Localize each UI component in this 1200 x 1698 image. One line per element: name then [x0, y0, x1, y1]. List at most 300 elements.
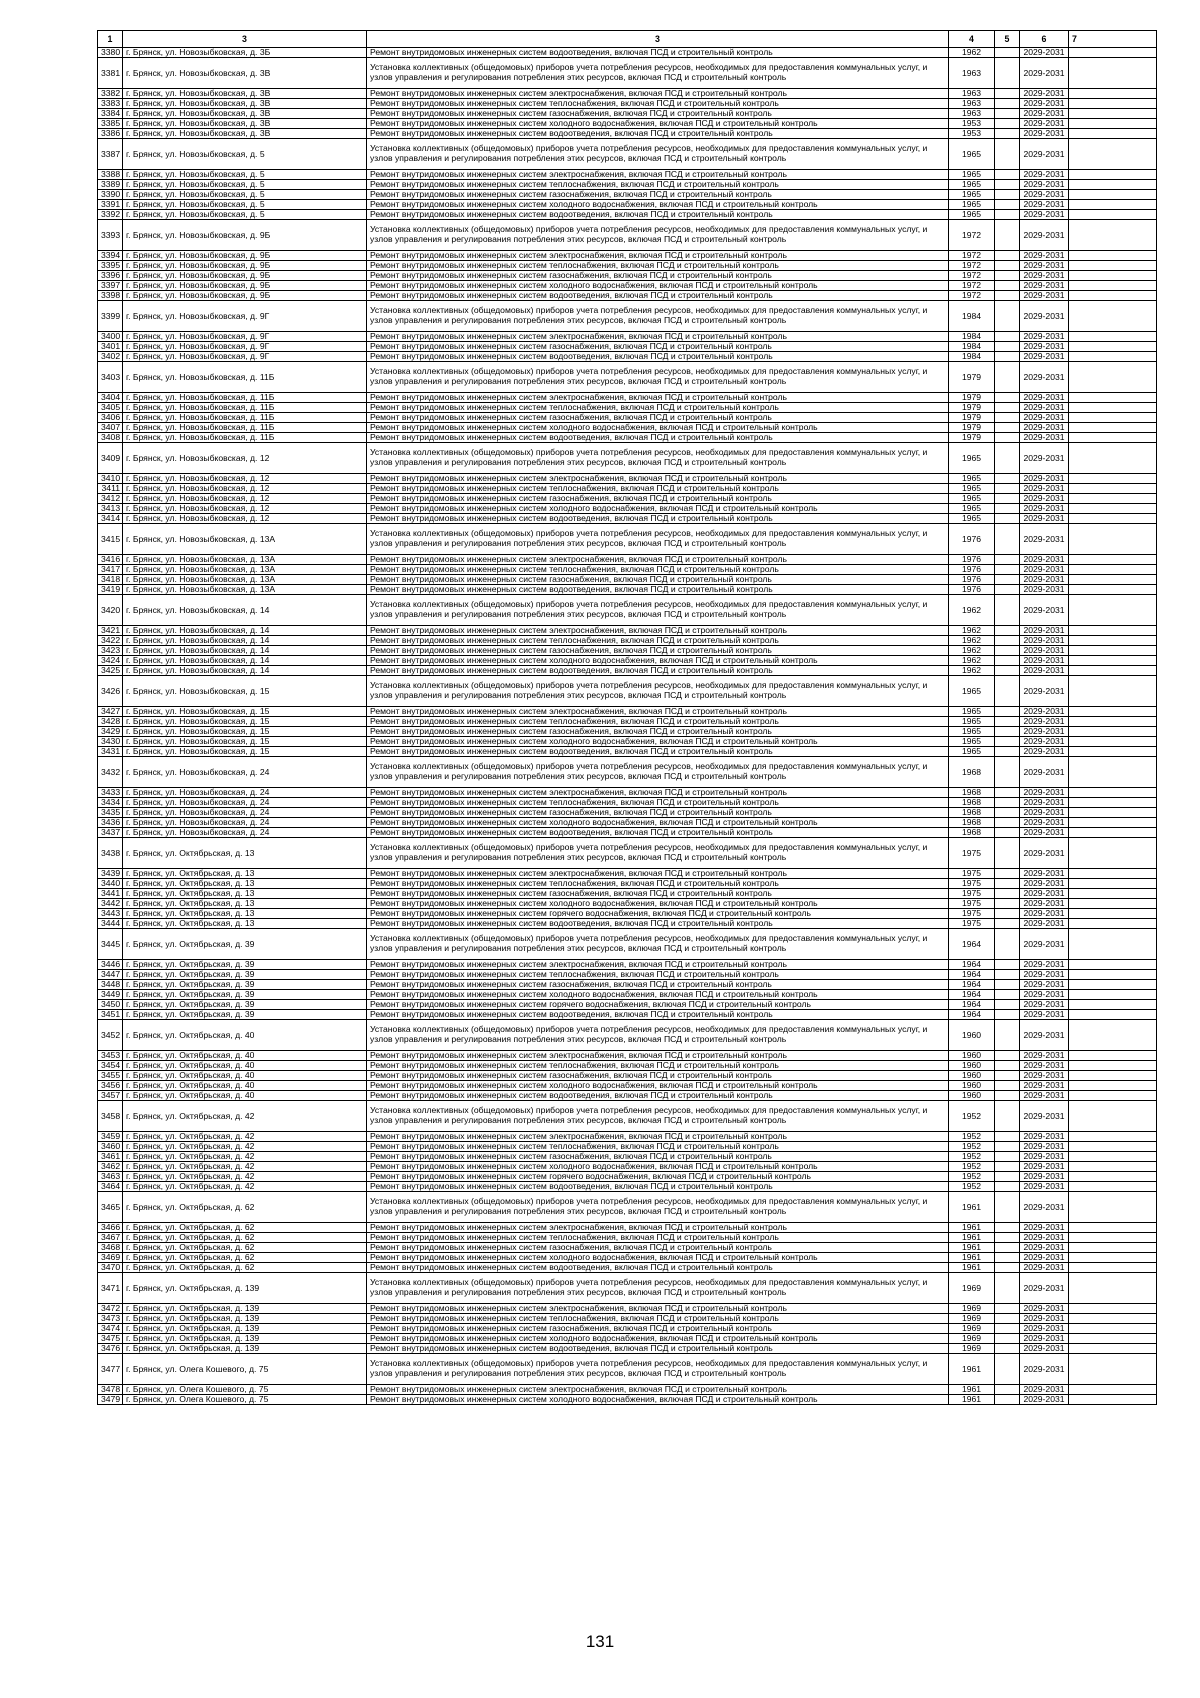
blank-cell [995, 747, 1020, 757]
table-row [98, 929, 1157, 960]
period-cell: 2029-2031 [1020, 58, 1069, 89]
period-cell: 2029-2031 [1020, 565, 1069, 575]
empty-cell [1069, 747, 1157, 757]
row-number: 3391 [98, 200, 123, 210]
table-row [98, 89, 1157, 99]
year-cell: 1972 [949, 271, 995, 281]
work-type-cell: Ремонт внутридомовых инженерных систем водоотведения, включая ПСД и строительный контроль [367, 514, 949, 524]
table-row [98, 1385, 1157, 1395]
row-number: 3436 [98, 818, 123, 828]
blank-cell [995, 737, 1020, 747]
blank-cell [995, 1010, 1020, 1020]
row-number: 3413 [98, 504, 123, 514]
blank-cell [995, 220, 1020, 251]
work-type-cell: Ремонт внутридомовых инженерных систем электроснабжения, включая ПСД и строительный контроль [367, 1223, 949, 1233]
empty-cell [1069, 403, 1157, 413]
year-cell: 1979 [949, 362, 995, 393]
blank-cell [995, 170, 1020, 180]
table-row [98, 1071, 1157, 1081]
period-cell: 2029-2031 [1020, 200, 1069, 210]
table-row [98, 200, 1157, 210]
table-row [98, 565, 1157, 575]
work-type-cell: Ремонт внутридомовых инженерных систем теплоснабжения, включая ПСД и строительный контроль [367, 565, 949, 575]
address-cell: г. Брянск, ул. Октябрьская, д. 39 [123, 990, 367, 1000]
year-cell: 1979 [949, 403, 995, 413]
period-cell: 2029-2031 [1020, 352, 1069, 362]
table-row [98, 1162, 1157, 1172]
table-row [98, 828, 1157, 838]
period-cell: 2029-2031 [1020, 1395, 1069, 1405]
work-type-cell: Установка коллективных (общедомовых) приборов учета потребления ресурсов, необходимых для предоставления коммунальных услуг, и узлов управления и регулирования потребления этих ресурсов, включая ПСД и строительный контроль [367, 443, 949, 474]
work-type-cell: Установка коллективных (общедомовых) приборов учета потребления ресурсов, необходимых для предоставления коммунальных услуг, и узлов управления и регулирования потребления этих ресурсов, включая ПСД и строительный контроль [367, 1273, 949, 1304]
work-type-cell: Ремонт внутридомовых инженерных систем газоснабжения, включая ПСД и строительный контроль [367, 575, 949, 585]
col-header-4: 4 [949, 31, 995, 48]
address-cell: г. Брянск, ул. Октябрьская, д. 40 [123, 1081, 367, 1091]
empty-cell [1069, 474, 1157, 484]
table-header-row [98, 31, 1157, 48]
work-type-cell: Установка коллективных (общедомовых) приборов учета потребления ресурсов, необходимых для предоставления коммунальных услуг, и узлов управления и регулирования потребления этих ресурсов, включая ПСД и строительный контроль [367, 1020, 949, 1051]
year-cell: 1965 [949, 494, 995, 504]
work-type-cell: Установка коллективных (общедомовых) приборов учета потребления ресурсов, необходимых для предоставления коммунальных услуг, и узлов управления и регулирования потребления этих ресурсов, включая ПСД и строительный контроль [367, 929, 949, 960]
year-cell: 1969 [949, 1304, 995, 1314]
blank-cell [995, 514, 1020, 524]
table-row [98, 342, 1157, 352]
year-cell: 1952 [949, 1152, 995, 1162]
year-cell: 1963 [949, 99, 995, 109]
empty-cell [1069, 1354, 1157, 1385]
table-row [98, 1132, 1157, 1142]
work-type-cell: Ремонт внутридомовых инженерных систем газоснабжения, включая ПСД и строительный контроль [367, 494, 949, 504]
address-cell: г. Брянск, ул. Октябрьская, д. 139 [123, 1344, 367, 1354]
work-type-cell: Ремонт внутридомовых инженерных систем водоотведения, включая ПСД и строительный контроль [367, 1344, 949, 1354]
period-cell: 2029-2031 [1020, 423, 1069, 433]
table-row [98, 332, 1157, 342]
period-cell: 2029-2031 [1020, 170, 1069, 180]
address-cell: г. Брянск, ул. Новозыбковская, д. 24 [123, 818, 367, 828]
year-cell: 1969 [949, 1324, 995, 1334]
table-row [98, 281, 1157, 291]
address-cell: г. Брянск, ул. Октябрьская, д. 13 [123, 919, 367, 929]
work-type-cell: Ремонт внутридомовых инженерных систем электроснабжения, включая ПСД и строительный контроль [367, 474, 949, 484]
year-cell: 1952 [949, 1162, 995, 1172]
work-type-cell: Установка коллективных (общедомовых) приборов учета потребления ресурсов, необходимых для предоставления коммунальных услуг, и узлов управления и регулирования потребления этих ресурсов, включая ПСД и строительный контроль [367, 1101, 949, 1132]
row-number: 3463 [98, 1172, 123, 1182]
row-number: 3405 [98, 403, 123, 413]
empty-cell [1069, 1253, 1157, 1263]
table-row [98, 1152, 1157, 1162]
period-cell: 2029-2031 [1020, 332, 1069, 342]
address-cell: г. Брянск, ул. Октябрьская, д. 42 [123, 1101, 367, 1132]
year-cell: 1960 [949, 1051, 995, 1061]
year-cell: 1962 [949, 626, 995, 636]
address-cell: г. Брянск, ул. Новозыбковская, д. 24 [123, 808, 367, 818]
work-type-cell: Ремонт внутридомовых инженерных систем водоотведения, включая ПСД и строительный контроль [367, 1010, 949, 1020]
table-row [98, 1273, 1157, 1304]
row-number: 3410 [98, 474, 123, 484]
row-number: 3476 [98, 1344, 123, 1354]
work-type-cell: Ремонт внутридомовых инженерных систем теплоснабжения, включая ПСД и строительный контроль [367, 1142, 949, 1152]
empty-cell [1069, 1071, 1157, 1081]
empty-cell [1069, 342, 1157, 352]
period-cell: 2029-2031 [1020, 1081, 1069, 1091]
year-cell: 1968 [949, 818, 995, 828]
table-row [98, 504, 1157, 514]
blank-cell [995, 190, 1020, 200]
address-cell: г. Брянск, ул. Октябрьская, д. 42 [123, 1162, 367, 1172]
period-cell: 2029-2031 [1020, 89, 1069, 99]
address-cell: г. Брянск, ул. Октябрьская, д. 42 [123, 1182, 367, 1192]
table-row [98, 291, 1157, 301]
period-cell: 2029-2031 [1020, 1253, 1069, 1263]
year-cell: 1962 [949, 595, 995, 626]
work-type-cell: Ремонт внутридомовых инженерных систем электроснабжения, включая ПСД и строительный контроль [367, 89, 949, 99]
address-cell: г. Брянск, ул. Новозыбковская, д. 13А [123, 585, 367, 595]
address-cell: г. Брянск, ул. Новозыбковская, д. 11Б [123, 362, 367, 393]
period-cell: 2029-2031 [1020, 585, 1069, 595]
work-type-cell: Ремонт внутридомовых инженерных систем теплоснабжения, включая ПСД и строительный контроль [367, 1233, 949, 1243]
blank-cell [995, 1101, 1020, 1132]
table-row [98, 1314, 1157, 1324]
address-cell: г. Брянск, ул. Новозыбковская, д. 14 [123, 636, 367, 646]
work-type-cell: Ремонт внутридомовых инженерных систем теплоснабжения, включая ПСД и строительный контроль [367, 1314, 949, 1324]
row-number: 3431 [98, 747, 123, 757]
row-number: 3460 [98, 1142, 123, 1152]
blank-cell [995, 1132, 1020, 1142]
address-cell: г. Брянск, ул. Новозыбковская, д. 3Б [123, 48, 367, 58]
empty-cell [1069, 666, 1157, 676]
period-cell: 2029-2031 [1020, 788, 1069, 798]
period-cell: 2029-2031 [1020, 1172, 1069, 1182]
period-cell: 2029-2031 [1020, 342, 1069, 352]
blank-cell [995, 828, 1020, 838]
period-cell: 2029-2031 [1020, 879, 1069, 889]
period-cell: 2029-2031 [1020, 1334, 1069, 1344]
period-cell: 2029-2031 [1020, 838, 1069, 869]
empty-cell [1069, 707, 1157, 717]
address-cell: г. Брянск, ул. Новозыбковская, д. 14 [123, 595, 367, 626]
period-cell: 2029-2031 [1020, 443, 1069, 474]
blank-cell [995, 899, 1020, 909]
year-cell: 1979 [949, 423, 995, 433]
address-cell: г. Брянск, ул. Октябрьская, д. 13 [123, 869, 367, 879]
blank-cell [995, 1253, 1020, 1263]
period-cell: 2029-2031 [1020, 1192, 1069, 1223]
year-cell: 1963 [949, 58, 995, 89]
col-header-5: 5 [995, 31, 1020, 48]
blank-cell [995, 210, 1020, 220]
period-cell: 2029-2031 [1020, 869, 1069, 879]
address-cell: г. Брянск, ул. Октябрьская, д. 139 [123, 1304, 367, 1314]
year-cell: 1964 [949, 980, 995, 990]
row-number: 3437 [98, 828, 123, 838]
period-cell: 2029-2031 [1020, 393, 1069, 403]
empty-cell [1069, 585, 1157, 595]
row-number: 3464 [98, 1182, 123, 1192]
year-cell: 1965 [949, 504, 995, 514]
address-cell: г. Брянск, ул. Новозыбковская, д. 3В [123, 119, 367, 129]
year-cell: 1979 [949, 413, 995, 423]
row-number: 3416 [98, 555, 123, 565]
work-type-cell: Ремонт внутридомовых инженерных систем газоснабжения, включая ПСД и строительный контроль [367, 413, 949, 423]
period-cell: 2029-2031 [1020, 48, 1069, 58]
table-row [98, 798, 1157, 808]
year-cell: 1968 [949, 757, 995, 788]
empty-cell [1069, 818, 1157, 828]
year-cell: 1961 [949, 1253, 995, 1263]
blank-cell [995, 524, 1020, 555]
address-cell: г. Брянск, ул. Октябрьская, д. 42 [123, 1172, 367, 1182]
year-cell: 1962 [949, 666, 995, 676]
address-cell: г. Брянск, ул. Новозыбковская, д. 13А [123, 575, 367, 585]
empty-cell [1069, 636, 1157, 646]
row-number: 3408 [98, 433, 123, 443]
period-cell: 2029-2031 [1020, 818, 1069, 828]
table-row [98, 595, 1157, 626]
empty-cell [1069, 1172, 1157, 1182]
year-cell: 1965 [949, 443, 995, 474]
period-cell: 2029-2031 [1020, 575, 1069, 585]
row-number: 3471 [98, 1273, 123, 1304]
work-type-cell: Ремонт внутридомовых инженерных систем электроснабжения, включая ПСД и строительный контроль [367, 960, 949, 970]
work-type-cell: Ремонт внутридомовых инженерных систем водоотведения, включая ПСД и строительный контроль [367, 210, 949, 220]
work-type-cell: Ремонт внутридомовых инженерных систем электроснабжения, включая ПСД и строительный контроль [367, 707, 949, 717]
empty-cell [1069, 129, 1157, 139]
address-cell: г. Брянск, ул. Новозыбковская, д. 11Б [123, 403, 367, 413]
table-row [98, 1253, 1157, 1263]
row-number: 3425 [98, 666, 123, 676]
row-number: 3419 [98, 585, 123, 595]
table-row [98, 960, 1157, 970]
year-cell: 1965 [949, 747, 995, 757]
work-type-cell: Ремонт внутридомовых инженерных систем газоснабжения, включая ПСД и строительный контроль [367, 808, 949, 818]
table-row [98, 524, 1157, 555]
period-cell: 2029-2031 [1020, 1000, 1069, 1010]
table-row [98, 757, 1157, 788]
year-cell: 1965 [949, 484, 995, 494]
period-cell: 2029-2031 [1020, 251, 1069, 261]
table-body [98, 48, 1157, 1405]
year-cell: 1976 [949, 555, 995, 565]
period-cell: 2029-2031 [1020, 261, 1069, 271]
year-cell: 1961 [949, 1354, 995, 1385]
blank-cell [995, 332, 1020, 342]
empty-cell [1069, 109, 1157, 119]
address-cell: г. Брянск, ул. Новозыбковская, д. 14 [123, 656, 367, 666]
year-cell: 1968 [949, 798, 995, 808]
period-cell: 2029-2031 [1020, 626, 1069, 636]
empty-cell [1069, 119, 1157, 129]
empty-cell [1069, 524, 1157, 555]
period-cell: 2029-2031 [1020, 301, 1069, 332]
year-cell: 1984 [949, 352, 995, 362]
year-cell: 1960 [949, 1061, 995, 1071]
empty-cell [1069, 484, 1157, 494]
table-row [98, 301, 1157, 332]
year-cell: 1965 [949, 200, 995, 210]
address-cell: г. Брянск, ул. Новозыбковская, д. 13А [123, 555, 367, 565]
row-number: 3392 [98, 210, 123, 220]
work-type-cell: Ремонт внутридомовых инженерных систем холодного водоснабжения, включая ПСД и строительный контроль [367, 504, 949, 514]
address-cell: г. Брянск, ул. Октябрьская, д. 39 [123, 929, 367, 960]
empty-cell [1069, 1385, 1157, 1395]
year-cell: 1965 [949, 676, 995, 707]
table-row [98, 58, 1157, 89]
work-type-cell: Ремонт внутридомовых инженерных систем холодного водоснабжения, включая ПСД и строительный контроль [367, 990, 949, 1000]
blank-cell [995, 89, 1020, 99]
row-number: 3438 [98, 838, 123, 869]
blank-cell [995, 139, 1020, 170]
period-cell: 2029-2031 [1020, 1020, 1069, 1051]
period-cell: 2029-2031 [1020, 281, 1069, 291]
empty-cell [1069, 1344, 1157, 1354]
address-cell: г. Брянск, ул. Новозыбковская, д. 3В [123, 99, 367, 109]
row-number: 3445 [98, 929, 123, 960]
work-type-cell: Ремонт внутридомовых инженерных систем холодного водоснабжения, включая ПСД и строительный контроль [367, 1334, 949, 1344]
empty-cell [1069, 220, 1157, 251]
col-header-6: 6 [1020, 31, 1069, 48]
address-cell: г. Брянск, ул. Октябрьская, д. 42 [123, 1142, 367, 1152]
row-number: 3475 [98, 1334, 123, 1344]
address-cell: г. Брянск, ул. Октябрьская, д. 13 [123, 889, 367, 899]
address-cell: г. Брянск, ул. Новозыбковская, д. 3В [123, 58, 367, 89]
work-type-cell: Ремонт внутридомовых инженерных систем холодного водоснабжения, включая ПСД и строительный контроль [367, 1253, 949, 1263]
table-row [98, 403, 1157, 413]
empty-cell [1069, 494, 1157, 504]
period-cell: 2029-2031 [1020, 636, 1069, 646]
address-cell: г. Брянск, ул. Новозыбковская, д. 12 [123, 443, 367, 474]
blank-cell [995, 1152, 1020, 1162]
period-cell: 2029-2031 [1020, 484, 1069, 494]
blank-cell [995, 727, 1020, 737]
work-type-cell: Ремонт внутридомовых инженерных систем теплоснабжения, включая ПСД и строительный контроль [367, 798, 949, 808]
table-row [98, 190, 1157, 200]
empty-cell [1069, 1334, 1157, 1344]
row-number: 3432 [98, 757, 123, 788]
work-type-cell: Ремонт внутридомовых инженерных систем водоотведения, включая ПСД и строительный контроль [367, 433, 949, 443]
address-cell: г. Брянск, ул. Новозыбковская, д. 9Г [123, 342, 367, 352]
blank-cell [995, 879, 1020, 889]
empty-cell [1069, 788, 1157, 798]
address-cell: г. Брянск, ул. Новозыбковская, д. 15 [123, 707, 367, 717]
blank-cell [995, 1324, 1020, 1334]
year-cell: 1984 [949, 332, 995, 342]
year-cell: 1976 [949, 575, 995, 585]
table-row [98, 362, 1157, 393]
empty-cell [1069, 362, 1157, 393]
work-type-cell: Ремонт внутридомовых инженерных систем газоснабжения, включая ПСД и строительный контроль [367, 109, 949, 119]
blank-cell [995, 585, 1020, 595]
row-number: 3456 [98, 1081, 123, 1091]
page-number: 131 [585, 1632, 615, 1651]
row-number: 3418 [98, 575, 123, 585]
work-type-cell: Ремонт внутридомовых инженерных систем холодного водоснабжения, включая ПСД и строительный контроль [367, 1081, 949, 1091]
year-cell: 1965 [949, 717, 995, 727]
blank-cell [995, 1142, 1020, 1152]
row-number: 3449 [98, 990, 123, 1000]
address-cell: г. Брянск, ул. Октябрьская, д. 40 [123, 1020, 367, 1051]
address-cell: г. Брянск, ул. Новозыбковская, д. 24 [123, 798, 367, 808]
table-row [98, 1354, 1157, 1385]
year-cell: 1952 [949, 1172, 995, 1182]
period-cell: 2029-2031 [1020, 99, 1069, 109]
blank-cell [995, 48, 1020, 58]
period-cell: 2029-2031 [1020, 1152, 1069, 1162]
address-cell: г. Брянск, ул. Новозыбковская, д. 11Б [123, 393, 367, 403]
blank-cell [995, 291, 1020, 301]
capital-repair-table [97, 30, 1157, 1405]
empty-cell [1069, 1061, 1157, 1071]
table-row [98, 1324, 1157, 1334]
address-cell: г. Брянск, ул. Новозыбковская, д. 11Б [123, 423, 367, 433]
period-cell: 2029-2031 [1020, 737, 1069, 747]
blank-cell [995, 1162, 1020, 1172]
year-cell: 1976 [949, 524, 995, 555]
year-cell: 1964 [949, 960, 995, 970]
empty-cell [1069, 1192, 1157, 1223]
empty-cell [1069, 190, 1157, 200]
row-number: 3439 [98, 869, 123, 879]
address-cell: г. Брянск, ул. Октябрьская, д. 40 [123, 1051, 367, 1061]
table-row [98, 514, 1157, 524]
work-type-cell: Ремонт внутридомовых инженерных систем горячего водоснабжения, включая ПСД и строительный контроль [367, 909, 949, 919]
work-type-cell: Ремонт внутридомовых инженерных систем газоснабжения, включая ПСД и строительный контроль [367, 1071, 949, 1081]
table-row [98, 818, 1157, 828]
row-number: 3478 [98, 1385, 123, 1395]
row-number: 3467 [98, 1233, 123, 1243]
empty-cell [1069, 433, 1157, 443]
empty-cell [1069, 99, 1157, 109]
period-cell: 2029-2031 [1020, 1324, 1069, 1334]
period-cell: 2029-2031 [1020, 1233, 1069, 1243]
work-type-cell: Ремонт внутридомовых инженерных систем водоотведения, включая ПСД и строительный контроль [367, 747, 949, 757]
row-number: 3396 [98, 271, 123, 281]
year-cell: 1963 [949, 89, 995, 99]
row-number: 3441 [98, 889, 123, 899]
work-type-cell: Ремонт внутридомовых инженерных систем холодного водоснабжения, включая ПСД и строительный контроль [367, 1162, 949, 1172]
work-type-cell: Ремонт внутридомовых инженерных систем водоотведения, включая ПСД и строительный контроль [367, 1091, 949, 1101]
table-row [98, 555, 1157, 565]
blank-cell [995, 990, 1020, 1000]
period-cell: 2029-2031 [1020, 129, 1069, 139]
work-type-cell: Ремонт внутридомовых инженерных систем водоотведения, включая ПСД и строительный контроль [367, 1263, 949, 1273]
row-number: 3454 [98, 1061, 123, 1071]
address-cell: г. Брянск, ул. Новозыбковская, д. 5 [123, 190, 367, 200]
period-cell: 2029-2031 [1020, 1304, 1069, 1314]
table-row [98, 899, 1157, 909]
table-row [98, 646, 1157, 656]
blank-cell [995, 129, 1020, 139]
empty-cell [1069, 1223, 1157, 1233]
year-cell: 1965 [949, 737, 995, 747]
period-cell: 2029-2031 [1020, 970, 1069, 980]
blank-cell [995, 929, 1020, 960]
year-cell: 1965 [949, 707, 995, 717]
table-row [98, 484, 1157, 494]
work-type-cell: Ремонт внутридомовых инженерных систем водоотведения, включая ПСД и строительный контроль [367, 48, 949, 58]
work-type-cell: Установка коллективных (общедомовых) приборов учета потребления ресурсов, необходимых для предоставления коммунальных услуг, и узлов управления и регулирования потребления этих ресурсов, включая ПСД и строительный контроль [367, 676, 949, 707]
empty-cell [1069, 980, 1157, 990]
empty-cell [1069, 960, 1157, 970]
year-cell: 1965 [949, 210, 995, 220]
period-cell: 2029-2031 [1020, 929, 1069, 960]
year-cell: 1965 [949, 514, 995, 524]
blank-cell [995, 271, 1020, 281]
period-cell: 2029-2031 [1020, 909, 1069, 919]
row-number: 3426 [98, 676, 123, 707]
address-cell: г. Брянск, ул. Новозыбковская, д. 13А [123, 565, 367, 575]
table-row [98, 980, 1157, 990]
empty-cell [1069, 200, 1157, 210]
